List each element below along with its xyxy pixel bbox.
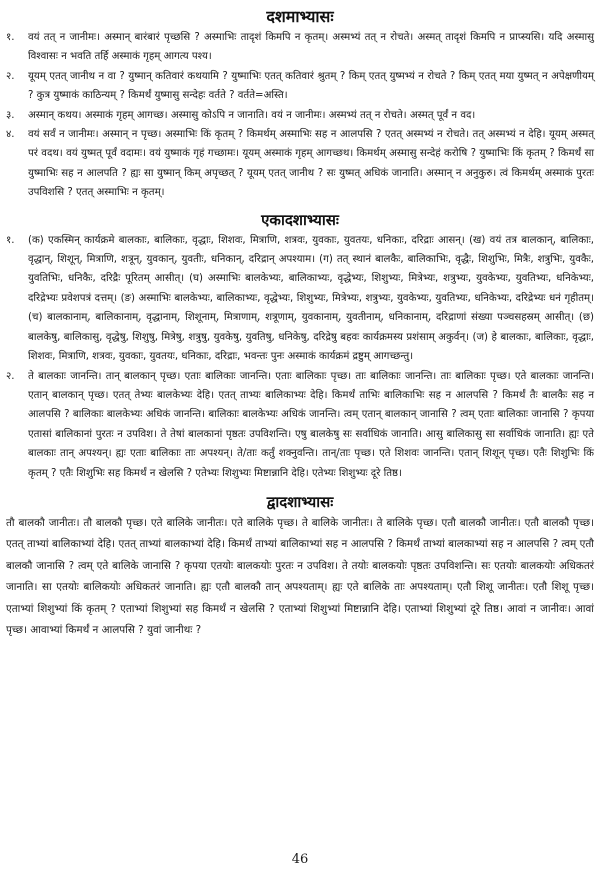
item-text: यूयम् एतत् जानीथ न वा ? युष्मान् कतिवारं कथयामि ? युष्माभिः एतत् कतिवारं श्रुतम् ? किम् एतत् युष्मभ्यं न रोचते ? किम् एतत् मया युष्मत् न अपेक्षणीयम् ? कुत्र युष्माकं काठिन्यम् ? किमर्थं युष्मासु सन्देहः वर्तते ? वर्तते=अस्ति। [28,70,594,102]
item-text: वयं तत् न जानीमः। अस्मान् बारंबारं पृच्छसि ? अस्माभिः तादृशं किमपि न कृतम्। अस्मभ्यं तत् न रोचते। अस्मत् तादृशं किमपि न प्राप्स्यसि। यदि अस्मासु विश्वासः न भवति तर्हि अस्माकं गृहम् आगत्य पश्य। [28,32,594,63]
exercise-item [6,67,594,106]
exercise-item [6,125,594,203]
page-number: 46 [291,852,309,867]
section-heading-dasham: दशमाभ्यासः [266,7,334,26]
item-text: अस्मान् कथय। अस्माकं गृहम् आगच्छ। अस्मासु कोऽपि न जानाति। वयं न जानीमः। अस्मभ्यं तत् न रोचते। अस्मत् पूर्वं न वद। [28,109,476,121]
exercise-item [6,106,594,125]
exercise-item [6,231,594,367]
exercise-item [6,28,594,67]
item-number: २. [6,370,15,382]
item-number: २. [6,70,15,82]
exercise-paragraph: तौ बालकौ जानीतः। तौ बालकौ पृच्छ। एते बालिके जानीतः। एते बालिके पृच्छ। ते बालिके जानीतः। ते बालिके पृच्छ। एतौ बालकौ जानीतः। एतौ बालकौ पृच्छ। एतत् ताभ्यां बालिकाभ्यां देहि। एतत् ताभ्यां बालकाभ्यां देहि। किमर्थं ताभ्यां बालिकाभ्यां सह न आलपसि ? किमर्थं ताभ्यां बालकाभ्यां सह न आलपसि ? त्वम् एतौ बालकौ जानासि ? त्वम् एते बालिके जानासि ? कृपया एतयोः बालकयोः पुरतः न उपविश। ते तयोः बालकयोः पृष्ठतः उपविशन्ति। सः एतयोः बालकयोः अधिकतरं जानाति। सा एतयोः बालिकयोः अधिकतरं जानाति। ह्यः एतौ बालकौ तान् अपश्यताम्। ह्यः एते बालिके ताः अपश्यताम्। एतौ शिशू जानीतः। एतौ शिशू पृच्छ। एताभ्यां शिशुभ्यां किं कृतम् ? एताभ्यां शिशुभ्यां सह किमर्थं न खेलसि ? एताभ्यां शिशुभ्यां मिष्टान्नानि देहि। एताभ्यां शिशुभ्यां दूरे तिष्ठ। आवां न जानीवः। आवां पृच्छ। आवाभ्यां किमर्थं न आलपसि ? युवां जानीथः ? [6,516,594,636]
item-text: ते बालकाः जानन्ति। तान् बालकान् पृच्छ। एताः बालिकाः जानन्ति। एताः बालिकाः पृच्छ। ताः बालिकाः जानन्ति। ताः बालिकाः पृच्छ। एते बालकाः जानन्ति। एतान् बालकान् पृच्छ। एतत् तेभ्यः बालकेभ्यः देहि। एतत् ताभ्यः बालिकाभ्यः देहि। किमर्थं ताभिः बालिकाभिः सह न आलपसि ? किमर्थं तैः बालकैः सह न आलपसि ? बालिकाः बालकेभ्यः अधिकं जानन्ति। बालिकाः बालकेभ्यः अधिकं जानन्ति। त्वम् एतान् बालकान् जानासि ? त्वम् एताः बालिकाः जानासि ? कृपया एतासां बालिकानां पुरतः न उपविश। ते तेषां बालकानां पृष्ठतः उपविशन्ति। एषु बालकेषु सः सर्वाधिकं जानाति। आसु बालिकासु सा सर्वाधिकं जानाति। ह्यः एते बालकाः तान् अपश्यन्। ह्यः एताः बालिकाः ताः अपश्यन्। ते/ताः कर्तुं शक्नुवन्ति। तान्/ताः पृच्छ। एते शिशवः जानन्ति। एतान् शिशून् पृच्छ। एतैः शिशुभिः किं कृतम् ? एतैः शिशुभिः सह किमर्थं न खेलसि ? एतेभ्यः शिशुभ्यः मिष्टान्नानि देहि। एतेभ्यः शिशुभ्यः दूरे तिष्ठ। [28,370,594,479]
section-heading-dwadash: द्वादशाभ्यासः [266,492,334,511]
section-heading-ekadash: एकादशाभ्यासः [261,210,339,229]
item-number: ४. [6,129,15,141]
item-number: १. [6,234,15,246]
item-number: ३. [6,109,15,121]
exercise-item [6,367,594,483]
item-text: वयं सर्वं न जानीमः। अस्मान् न पृच्छ। अस्माभिः किं कृतम् ? किमर्थम् अस्माभिः सह न आलपसि ? एतत् अस्मभ्यं न रोचते। तत् अस्मभ्यं न देहि। यूयम् अस्मत् परं वदथ। वयं युष्मत् पूर्वं वदामः। वयं युष्माकं गृहं गच्छामः। यूयम् अस्माकं गृहम् आगच्छथ। किमर्थम् अस्मासु सन्देहं करोषि ? युष्माभिः किं कृतम् ? किमर्थं सा युष्माभिः सह न आलपति ? ह्यः सा युष्मान् किम् अपृच्छत् ? यूयम् एतत् जानीथ ? सः युष्मत् अधिकं जानाति। अस्मान् न अनुकुरु। त्वं किमर्थम् अस्माकं पुरतः उपविशसि ? एतत् अस्माभिः न कृतम्। [28,129,594,199]
item-text: (क) एकस्मिन् कार्यक्रमे बालकाः, बालिकाः, वृद्धाः, शिशवः, मित्राणि, शत्रवः, युवकाः, युवतयः, धनिकाः, दरिद्राः आसन्। (ख) वयं तत्र बालकान्, बालिकाः, वृद्धान्, शिशून्, मित्राणि, शत्रून्, युवकान्, युवतीः, धनिकान्, दरिद्रान् अपश्याम। (ग) तत् स्थानं बालकैः, बालिकाभिः, वृद्धैः, शिशुभिः, मित्रैः, शत्रुभिः, युवकैः, युवतिभिः, धनिकैः, दरिद्रैः पूरितम् आसीत्। (घ) अस्माभिः बालकेभ्यः, बालिकाभ्यः, वृद्धेभ्यः, शिशुभ्यः, मित्रेभ्यः, शत्रुभ्यः, युवकेभ्यः, युवतिभ्यः, धनिकेभ्यः, दरिद्रेभ्यः प्रवेशपत्रं दत्तम्। (ङ) अस्माभिः बालकेभ्यः, बालिकाभ्यः, वृद्धेभ्यः, शिशुभ्यः, मित्रेभ्यः, शत्रुभ्यः, युवकेभ्यः, युवतिभ्यः, धनिकेभ्यः, दरिद्रेभ्यः धनं गृहीतम्। (च) बालकानाम्, बालिकानाम्, वृद्धानाम्, शिशूनाम्, मित्राणाम्, शत्रूणाम्, युवकानाम्, युवतीनाम्, धनिकानाम्, दरिद्राणां संख्या पञ्चसहस्रम् आसीत्। (छ) बालकेषु, बालिकासु, वृद्धेषु, शिशुषु, मित्रेषु, शत्रुषु, युवकेषु, युवतिषु, धनिकेषु, दरिद्रेषु बहवः कार्यक्रमस्य प्रशंसाम् अकुर्वन्। (ज) हे बालकाः, बालिकाः, वृद्धाः, शिशवः, मित्राणि, शत्रवः, युवकाः, युवतयः, धनिकाः, दरिद्राः, भवन्तः पुनः अस्माकं कार्यक्रमं द्रष्टुम् आगच्छन्तु। [28,234,594,363]
item-number: १. [6,32,15,43]
